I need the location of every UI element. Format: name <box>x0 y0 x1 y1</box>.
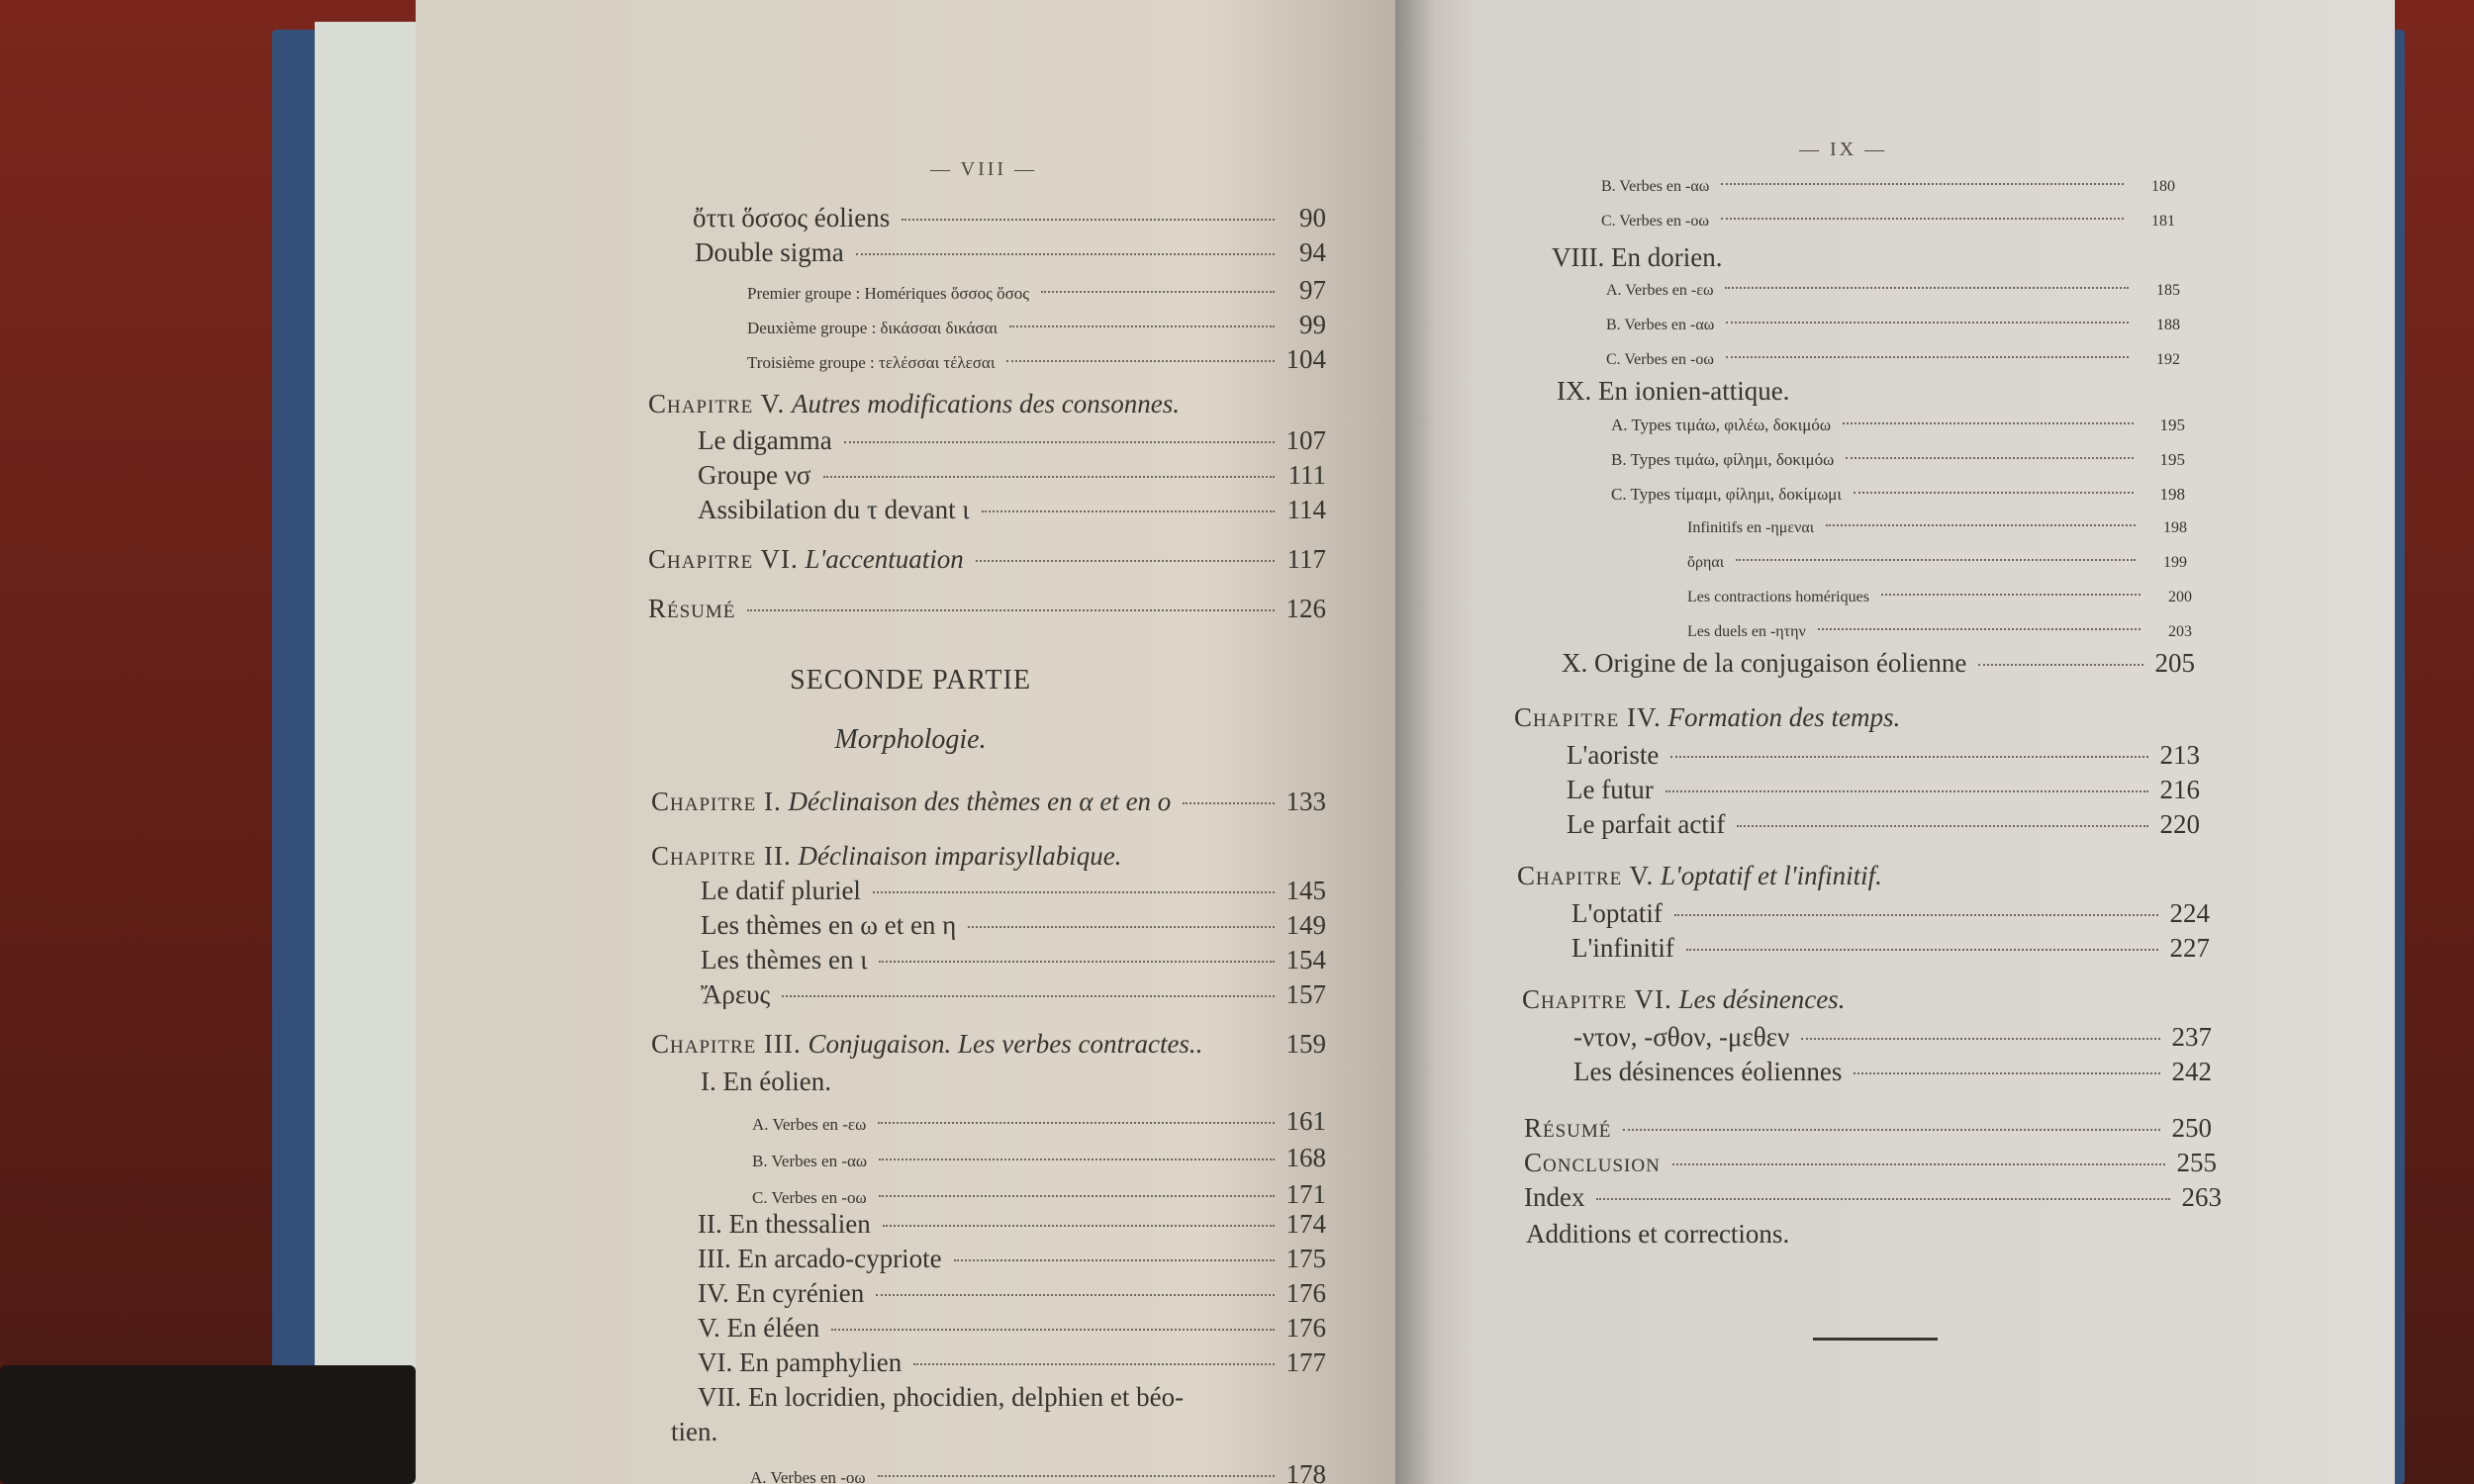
toc-entry <box>1562 648 2195 679</box>
toc-label: Double sigma <box>695 237 844 267</box>
toc-label: C. Verbes en -οω <box>1601 213 1709 230</box>
toc-page: 149 <box>1285 910 1326 940</box>
toc-entry <box>752 1143 1326 1173</box>
toc-entry <box>695 237 1326 268</box>
toc-entry <box>747 275 1326 306</box>
toc-entry <box>1606 282 2180 300</box>
toc-page: 192 <box>2156 351 2180 368</box>
dot-leader <box>1737 825 2147 827</box>
toc-page: 145 <box>1285 876 1326 905</box>
toc-entry <box>701 945 1326 975</box>
dot-leader <box>873 891 1275 893</box>
left-folio: — VIII — <box>930 158 1038 180</box>
toc-page: 216 <box>2159 775 2200 804</box>
chapter-title: Les désinences. <box>1678 984 1846 1014</box>
toc-page: 177 <box>1285 1347 1326 1377</box>
toc-page: 90 <box>1299 203 1326 232</box>
toc-entry <box>698 425 1326 456</box>
toc-entry <box>1573 1057 2212 1087</box>
dot-leader <box>1846 457 2134 459</box>
toc-page: 154 <box>1285 945 1326 974</box>
toc-page: 94 <box>1299 237 1326 267</box>
dot-leader <box>954 1259 1275 1261</box>
toc-page: 205 <box>2154 648 2195 678</box>
chapter-title: L'accentuation <box>805 544 964 574</box>
toc-entry <box>698 460 1326 491</box>
toc-label: Les contractions homériques <box>1687 589 1869 605</box>
chapter-number: Chapitre II. <box>651 841 792 871</box>
toc-entry <box>1687 519 2187 537</box>
toc-page: 263 <box>2181 1182 2222 1212</box>
toc-page: 99 <box>1299 310 1326 339</box>
dot-leader <box>823 476 1276 478</box>
toc-entry <box>651 787 1326 817</box>
dot-leader <box>982 510 1275 512</box>
toc-page: 157 <box>1285 979 1326 1009</box>
toc-entry <box>1567 775 2200 805</box>
dot-leader <box>913 1363 1274 1365</box>
toc-label: A. Types τιμάω, φιλέω, δοκιμόω <box>1611 416 1832 434</box>
dot-leader <box>1978 664 2142 666</box>
toc-entry <box>1687 623 2192 641</box>
toc-page: 107 <box>1285 425 1326 455</box>
toc-entry <box>1611 416 2185 435</box>
blank-leaf <box>315 22 426 1484</box>
chapter-number: Chapitre I. <box>651 787 782 816</box>
dot-leader <box>1721 183 2124 185</box>
toc-entry <box>1571 898 2210 929</box>
toc-label: Le parfait actif <box>1567 809 1726 839</box>
dot-leader <box>747 609 1274 611</box>
dot-leader <box>1674 914 2158 916</box>
toc-entry <box>752 1179 1326 1210</box>
toc-label: Premier groupe : Homériques ὅσσος ὅσος <box>747 284 1030 303</box>
toc-label: Conclusion <box>1524 1148 1661 1177</box>
chapter-title: Déclinaison des thèmes en α et en ο <box>788 787 1172 816</box>
toc-entry <box>698 1313 1326 1344</box>
toc-page: 159 <box>1285 1029 1326 1059</box>
dot-leader <box>1818 628 2141 630</box>
toc-label: III. En arcado-cypriote <box>698 1244 942 1273</box>
chapter-title: Autres modifications des consonnes. <box>792 389 1180 418</box>
dot-leader <box>782 995 1274 997</box>
toc-page: 227 <box>2169 933 2210 963</box>
toc-page: 237 <box>2171 1022 2212 1052</box>
toc-label: Le datif pluriel <box>701 876 861 905</box>
toc-label: C. Types τίμαμι, φίλημι, δοκίμωμι <box>1611 485 1842 504</box>
dot-leader <box>968 926 1274 928</box>
toc-page: 198 <box>2159 485 2185 504</box>
dot-leader <box>902 219 1275 221</box>
toc-page: 188 <box>2156 317 2180 333</box>
toc-label: Groupe νσ <box>698 460 811 490</box>
toc-page: 242 <box>2171 1057 2212 1086</box>
section-heading-continued: tien. <box>671 1417 718 1446</box>
chapter-number: Chapitre IV. <box>1514 702 1662 732</box>
toc-page: 255 <box>2176 1148 2217 1177</box>
dot-leader <box>1726 356 2129 358</box>
toc-label: B. Verbes en -αω <box>1601 178 1710 195</box>
toc-entry <box>752 1106 1326 1137</box>
chapter-number: Chapitre V. <box>648 389 786 418</box>
toc-label: II. En thessalien <box>698 1209 871 1239</box>
toc-page: 220 <box>2159 809 2200 839</box>
toc-entry <box>1567 740 2200 771</box>
toc-entry <box>1601 178 2175 196</box>
toc-label: ὄττι ὅσσος éoliens <box>693 203 891 232</box>
toc-page: 200 <box>2168 589 2192 605</box>
toc-label: Le digamma <box>698 425 832 455</box>
toc-label: A. Verbes en -εω <box>752 1115 867 1134</box>
toc-label: Le futur <box>1567 775 1654 804</box>
chapter-heading <box>1522 984 1845 1015</box>
dot-leader <box>1725 287 2129 289</box>
toc-entry <box>648 544 1326 575</box>
dot-leader <box>1843 422 2134 424</box>
dot-leader <box>1686 949 2158 951</box>
toc-label: L'aoriste <box>1567 740 1660 770</box>
toc-label: L'optatif <box>1571 898 1663 928</box>
toc-page: 185 <box>2156 282 2180 299</box>
dot-leader <box>1623 1129 2159 1131</box>
dot-leader <box>1801 1038 2159 1040</box>
toc-entry <box>1606 351 2180 369</box>
dot-leader <box>876 1294 1274 1296</box>
toc-page: 97 <box>1299 275 1326 305</box>
end-rule <box>1813 1338 1938 1341</box>
chapter-number: Chapitre V. <box>1517 861 1655 890</box>
dot-leader <box>878 1122 1274 1124</box>
toc-label: Ἄρευς <box>701 979 771 1009</box>
dot-leader <box>976 560 1275 562</box>
toc-page: 181 <box>2151 213 2175 230</box>
section-heading: IX. En ionien-attique. <box>1557 376 1790 406</box>
toc-page: 176 <box>1285 1313 1326 1343</box>
toc-page: 199 <box>2163 554 2187 571</box>
toc-entry <box>693 203 1326 233</box>
toc-entry <box>1524 1182 2222 1213</box>
toc-entry <box>747 344 1326 375</box>
toc-label: Deuxième groupe : δικάσσαι δικάσαι <box>747 319 999 337</box>
toc-page: 195 <box>2159 416 2185 434</box>
dot-leader <box>1596 1198 2169 1200</box>
toc-label: C. Verbes en -οω <box>1606 351 1714 368</box>
dot-leader <box>856 253 1275 255</box>
toc-page: 161 <box>1285 1106 1326 1136</box>
dot-leader <box>878 1475 1275 1477</box>
toc-entry <box>698 1347 1326 1378</box>
toc-entry <box>698 1209 1326 1240</box>
toc-page: 114 <box>1286 495 1326 524</box>
toc-page: 171 <box>1285 1179 1326 1209</box>
toc-label: Les duels en -ητην <box>1687 623 1806 640</box>
dot-leader <box>1672 1163 2165 1165</box>
toc-label: Les thèmes en ω et en η <box>701 910 957 940</box>
dot-leader <box>1670 756 2147 758</box>
toc-entry <box>698 495 1326 525</box>
toc-label: Résumé <box>1524 1113 1612 1143</box>
toc-label: ὄρηαι <box>1687 554 1725 571</box>
toc-page: 104 <box>1285 344 1326 374</box>
chapter-number: Chapitre VI. <box>1522 984 1672 1014</box>
chapter-number: Chapitre VI. <box>648 544 799 574</box>
toc-entry: Additions et corrections. <box>1526 1219 1790 1249</box>
toc-entry <box>701 979 1326 1010</box>
chapter-title: Déclinaison imparisyllabique. <box>798 841 1122 871</box>
toc-entry <box>750 1459 1326 1484</box>
toc-entry <box>648 594 1326 624</box>
dot-leader <box>879 961 1274 963</box>
toc-page: 111 <box>1287 460 1326 490</box>
toc-label: -ντον, -σθον, -μεθεν <box>1573 1022 1790 1052</box>
toc-page: 178 <box>1285 1459 1326 1484</box>
dot-leader <box>1854 1072 2159 1074</box>
toc-entry <box>1573 1022 2212 1053</box>
toc-page: 213 <box>2159 740 2200 770</box>
dot-leader <box>879 1195 1275 1197</box>
dot-leader <box>1826 524 2136 526</box>
right-folio: — IX — <box>1799 139 1888 160</box>
toc-page: 126 <box>1285 594 1326 623</box>
chapter-title: L'optatif et l'infinitif. <box>1661 861 1882 890</box>
toc-page: 133 <box>1285 787 1326 816</box>
chapter-heading <box>651 841 1121 872</box>
toc-label: L'infinitif <box>1571 933 1674 963</box>
toc-label: B. Verbes en -αω <box>752 1152 868 1170</box>
toc-label: IV. En cyrénien <box>698 1278 865 1308</box>
part-subtitle: Morphologie. <box>834 724 987 755</box>
toc-page: 168 <box>1285 1143 1326 1172</box>
dot-leader <box>1736 559 2136 561</box>
section-heading: VIII. En dorien. <box>1552 242 1723 272</box>
dot-leader <box>1854 492 2134 494</box>
toc-label: V. En éléen <box>698 1313 820 1343</box>
toc-page: 224 <box>2169 898 2210 928</box>
toc-entry <box>1687 589 2192 606</box>
toc-page: 198 <box>2163 519 2187 536</box>
toc-entry <box>1524 1113 2212 1144</box>
part-title: SECONDE PARTIE <box>790 665 1031 696</box>
toc-entry <box>701 876 1326 906</box>
toc-page: 117 <box>1286 544 1326 574</box>
toc-page: 175 <box>1285 1244 1326 1273</box>
toc-label: VI. En pamphylien <box>698 1347 903 1377</box>
dot-leader <box>1006 360 1274 362</box>
toc-label: Troisième groupe : τελέσσαι τέλεσαι <box>747 353 996 372</box>
chapter-title: Conjugaison. Les verbes contractes.. <box>808 1029 1203 1059</box>
toc-entry <box>1606 317 2180 334</box>
right-page <box>1393 0 2395 1484</box>
toc-label: A. Verbes en -εω <box>1606 282 1714 299</box>
section-heading: VII. En locridien, phocidien, delphien et béo- <box>698 1382 1185 1412</box>
toc-entry <box>1687 554 2187 572</box>
dot-leader <box>1721 218 2124 220</box>
toc-entry <box>1571 933 2210 964</box>
dot-leader <box>1881 594 2141 596</box>
dot-leader <box>1665 790 2148 792</box>
toc-entry <box>1611 485 2185 505</box>
dot-leader <box>1009 325 1275 327</box>
dot-leader <box>1726 322 2129 324</box>
toc-label: C. Verbes en -οω <box>752 1188 867 1207</box>
toc-page: 174 <box>1285 1209 1326 1239</box>
toc-entry <box>701 910 1326 941</box>
chapter-number: Chapitre III. <box>651 1029 802 1059</box>
toc-label: Résumé <box>648 594 736 623</box>
toc-label: A. Verbes en -οω <box>750 1468 866 1484</box>
toc-page: 176 <box>1285 1278 1326 1308</box>
toc-label: Les thèmes en ι <box>701 945 868 974</box>
dark-object <box>0 1365 416 1484</box>
toc-entry <box>1524 1148 2217 1178</box>
toc-entry <box>698 1244 1326 1274</box>
chapter-heading <box>648 389 1180 419</box>
dot-leader <box>879 1159 1274 1160</box>
toc-page: 203 <box>2168 623 2192 640</box>
book-gutter-shadow <box>1395 0 1435 1484</box>
toc-label: Index <box>1524 1182 1585 1212</box>
dot-leader <box>1041 291 1275 293</box>
toc-page: 180 <box>2151 178 2175 195</box>
toc-label: Les désinences éoliennes <box>1573 1057 1843 1086</box>
toc-entry <box>1567 809 2200 840</box>
chapter-heading <box>1517 861 1882 891</box>
toc-entry <box>747 310 1326 340</box>
dot-leader <box>1183 802 1274 804</box>
toc-label: B. Types τιμάω, φίλημι, δοκιμόω <box>1611 450 1835 469</box>
toc-label: X. Origine de la conjugaison éolienne <box>1562 648 1967 678</box>
toc-label: B. Verbes en -αω <box>1606 317 1715 333</box>
dot-leader <box>844 441 1275 443</box>
toc-entry <box>698 1278 1326 1309</box>
dot-leader <box>831 1329 1274 1331</box>
toc-page: 195 <box>2159 450 2185 469</box>
section-heading: I. En éolien. <box>701 1067 831 1096</box>
toc-label: Assibilation du τ devant ι <box>698 495 970 524</box>
left-page <box>416 0 1407 1484</box>
toc-entry <box>1601 213 2175 231</box>
toc-page: 250 <box>2171 1113 2212 1143</box>
toc-entry <box>651 1029 1326 1060</box>
toc-label: Infinitifs en -ημεναι <box>1687 519 1815 536</box>
toc-entry <box>1611 450 2185 470</box>
chapter-heading <box>1514 702 1900 733</box>
chapter-title: Formation des temps. <box>1667 702 1901 732</box>
dot-leader <box>883 1225 1275 1227</box>
